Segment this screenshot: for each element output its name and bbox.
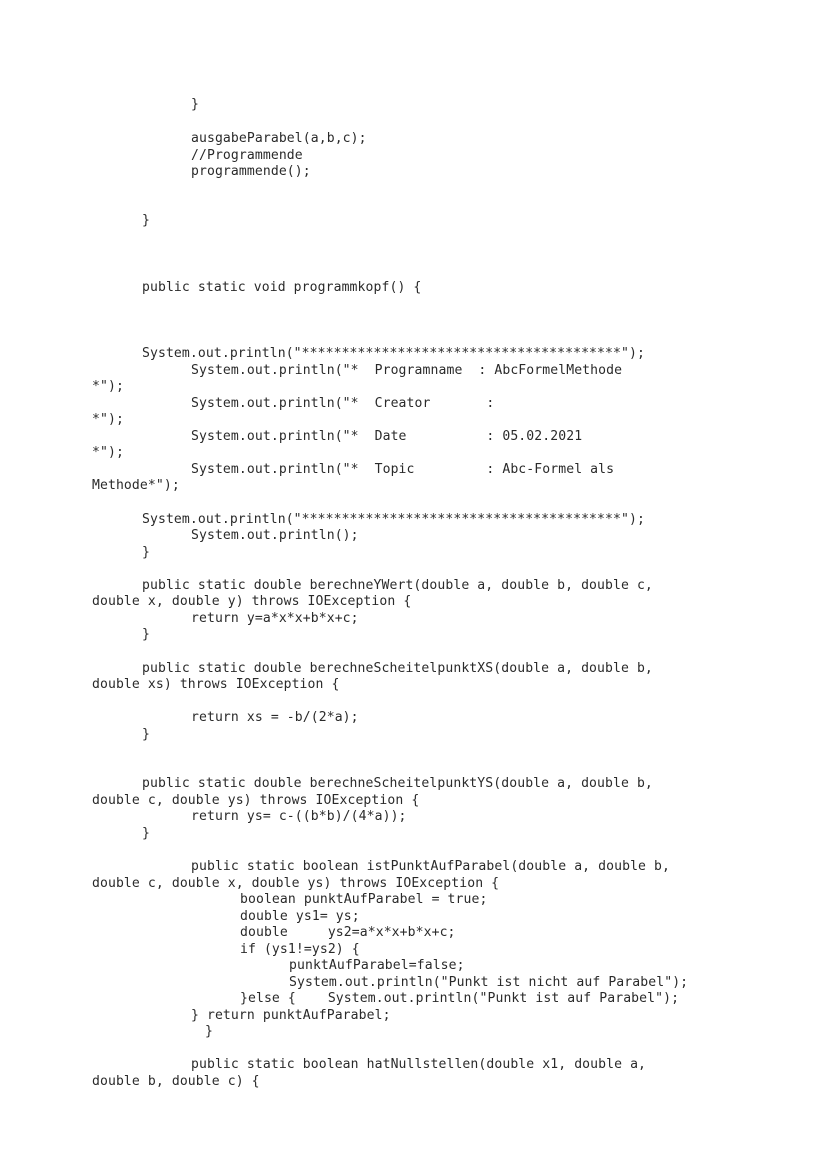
code-line: *"); [92, 445, 124, 460]
code-line: }else { System.out.println("Punkt ist auf Parabel"); [240, 991, 680, 1006]
code-line: } [142, 545, 150, 560]
code-line: double xs) throws IOException { [92, 677, 340, 692]
code-line: System.out.println("****************************************"); [142, 346, 645, 361]
code-line: double x, double y) throws IOException { [92, 594, 412, 609]
code-line: if (ys1!=ys2) { [240, 942, 360, 957]
code-line: double ys1= ys; [240, 909, 360, 924]
code-line: double ys2=a*x*x+b*x+c; [240, 925, 456, 940]
code-line: public static double berechneScheitelpunktYS(double a, double b, [142, 776, 653, 791]
code-line: return ys= c-((b*b)/(4*a)); [191, 809, 407, 824]
code-line: } [142, 627, 150, 642]
code-line: System.out.println(); [191, 528, 359, 543]
code-line: } return punktAufParabel; [191, 1008, 391, 1023]
code-line: double b, double c) { [92, 1074, 260, 1089]
code-line: } [191, 97, 199, 112]
code-line: Methode*"); [92, 478, 180, 493]
code-line: boolean punktAufParabel = true; [240, 892, 488, 907]
code-line: public static void programmkopf() { [142, 280, 422, 295]
code-line: public static double berechneYWert(double a, double b, double c, [142, 578, 653, 593]
code-line: } [142, 213, 150, 228]
code-line: punktAufParabel=false; [289, 958, 465, 973]
code-line: double c, double ys) throws IOException { [92, 793, 420, 808]
code-line: public static boolean hatNullstellen(double x1, double a, [191, 1057, 647, 1072]
code-line: System.out.println("* Creator : [191, 396, 495, 411]
code-line: *"); [92, 379, 124, 394]
code-line: programmende(); [191, 164, 311, 179]
code-line: System.out.println("* Date : 05.02.2021 [191, 429, 583, 444]
code-line: System.out.println("Punkt ist nicht auf Parabel"); [289, 975, 689, 990]
code-line: System.out.println("****************************************"); [142, 512, 645, 527]
code-line: } [142, 727, 150, 742]
code-line: return y=a*x*x+b*x+c; [191, 611, 359, 626]
code-line: System.out.println("* Topic : Abc-Formel als [191, 462, 615, 477]
code-comment: //Programmende [191, 148, 303, 163]
code-line: } [142, 826, 150, 841]
code-line: return xs = -b/(2*a); [191, 710, 359, 725]
code-line: public static double berechneScheitelpunktXS(double a, double b, [142, 661, 653, 676]
code-line: } [205, 1024, 213, 1039]
code-line: *"); [92, 412, 124, 427]
code-line: System.out.println("* Programname : AbcFormelMethode [191, 363, 623, 378]
code-line: double c, double x, double ys) throws IOException { [92, 876, 500, 891]
code-line: public static boolean istPunktAufParabel(double a, double b, [191, 859, 670, 874]
code-line: ausgabeParabel(a,b,c); [191, 131, 367, 146]
